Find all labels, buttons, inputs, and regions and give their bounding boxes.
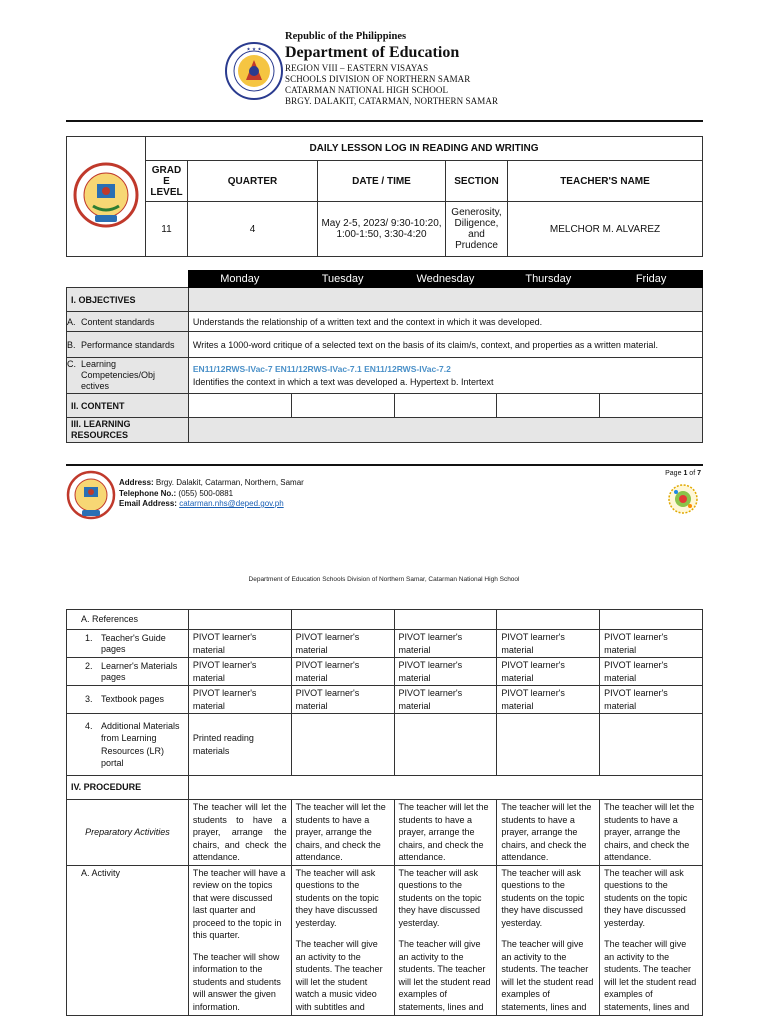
textbook-wednesday: PIVOT learner's material — [394, 686, 497, 714]
preparatory-tuesday: The teacher will let the students to have a prayer, arrange the chairs, and check the attendance. — [291, 800, 394, 866]
additional-materials-monday: Printed reading materials — [188, 714, 291, 776]
section-header: SECTION — [446, 161, 508, 202]
teacher-value: MELCHOR M. ALVAREZ — [508, 202, 703, 257]
content-standards-label: A. Content standards — [67, 312, 189, 332]
teachers-guide-thursday: PIVOT learner's material — [497, 630, 600, 658]
preparatory-friday: The teacher will let the students to have a prayer, arrange the chairs, and check the attendance. — [600, 800, 703, 866]
page2-header: Department of Education Schools Division of Northern Samar, Catarman National High School — [248, 576, 520, 583]
teachers-guide-monday: PIVOT learner's material — [188, 630, 291, 658]
deped-seal-logo — [225, 42, 283, 100]
learners-materials-friday: PIVOT learner's material — [600, 658, 703, 686]
dll-title: DAILY LESSON LOG IN READING AND WRITING — [146, 137, 703, 161]
footer-contact-info: Address: Brgy. Dalakit, Catarman, Northern, Samar Telephone No.: (055) 500-0881 Email Address: catarman.nhs@deped.gov.ph — [119, 478, 304, 508]
objectives-label: I. OBJECTIVES — [67, 288, 189, 312]
page-footer — [66, 466, 703, 526]
teachers-guide-wednesday: PIVOT learner's material — [394, 630, 497, 658]
letterhead — [0, 0, 768, 122]
section-value: Generosity, Diligence, and Prudence — [446, 202, 508, 257]
learners-materials-wednesday: PIVOT learner's material — [394, 658, 497, 686]
learning-competencies-cell — [188, 358, 702, 394]
content-standards-text: Understands the relationship of a written text and the context in which it was developed. — [188, 312, 702, 332]
activity-label: A. Activity — [67, 865, 189, 1015]
learners-materials-thursday: PIVOT learner's material — [497, 658, 600, 686]
day-friday: Friday — [600, 271, 703, 288]
division-line: SCHOOLS DIVISION OF NORTHERN SAMAR — [285, 74, 471, 84]
header-divider — [66, 120, 703, 122]
grade-level-value: 11 — [146, 202, 188, 257]
content-thursday — [497, 394, 600, 418]
weekly-plan-table-page1 — [66, 270, 703, 443]
content-friday — [600, 394, 703, 418]
procedure-label: IV. PROCEDURE — [67, 776, 189, 800]
teachers-guide-friday: PIVOT learner's material — [600, 630, 703, 658]
school-line: CATARMAN NATIONAL HIGH SCHOOL — [285, 85, 449, 95]
competency-text: Identifies the context in which a text was developed a. Hypertext b. Intertext — [192, 376, 494, 387]
learners-materials-label: 2. Learner's Materials pages — [67, 658, 189, 686]
textbook-monday: PIVOT learner's material — [188, 686, 291, 714]
preparatory-wednesday: The teacher will let the students to have a prayer, arrange the chairs, and check the attendance. — [394, 800, 497, 866]
activity-friday: The teacher will ask questions to the students on the topic they have discussed yesterday. The teacher will give an activity to the students. The teacher will let the student read examples of statements, lines and — [600, 865, 703, 1015]
performance-standards-label: B. Performance standards — [67, 332, 189, 358]
department-line: Department of Education — [285, 44, 460, 61]
school-seal-logo — [73, 162, 139, 228]
teacher-header: TEACHER'S NAME — [508, 161, 703, 202]
activity-wednesday: The teacher will ask questions to the students on the topic they have discussed yesterday. The teacher will give an activity to the students. The teacher will let the student read examples of statements, lines and — [394, 865, 497, 1015]
day-thursday: Thursday — [497, 271, 600, 288]
learning-resources-fill — [188, 418, 702, 443]
date-time-header: DATE / TIME — [318, 161, 446, 202]
teachers-guide-label: 1. Teacher's Guide pages — [67, 630, 189, 658]
preparatory-activities-label: Preparatory Activities — [67, 800, 189, 866]
content-monday — [188, 394, 291, 418]
textbook-label: 3. Textbook pages — [67, 686, 189, 714]
teachers-guide-tuesday: PIVOT learner's material — [291, 630, 394, 658]
region-line: REGION VIII – EASTERN VISAYAS — [285, 63, 429, 73]
footer-email-link[interactable]: catarman.nhs@deped.gov.ph — [179, 499, 284, 508]
day-wednesday: Wednesday — [394, 271, 497, 288]
references-label: A. References — [67, 610, 189, 630]
svg-text:★ ★ ★: ★ ★ ★ — [246, 47, 262, 53]
day-monday: Monday — [188, 271, 291, 288]
procedure-fill — [188, 776, 702, 800]
additional-materials-label: 4. Additional Materials from Learning Resources (LR) portal — [67, 714, 189, 776]
letterhead-text — [285, 30, 498, 107]
day-header-row — [67, 271, 703, 288]
date-time-value: May 2-5, 2023/ 9:30-10:20, 1:00-1:50, 3:30-4:20 — [318, 202, 446, 257]
republic-line: Republic of the Philippines — [285, 31, 407, 42]
preparatory-monday: The teacher will let the students to have a prayer, arrange the chairs, and check the attendance. — [188, 800, 291, 866]
objectives-fill — [188, 288, 702, 312]
content-wednesday — [394, 394, 497, 418]
school-logo-cell — [67, 137, 146, 257]
textbook-tuesday: PIVOT learner's material — [291, 686, 394, 714]
textbook-thursday: PIVOT learner's material — [497, 686, 600, 714]
learning-resources-label: III. LEARNING RESOURCES — [67, 418, 189, 443]
quarter-value: 4 — [188, 202, 318, 257]
activity-tuesday: The teacher will ask questions to the students on the topic they have discussed yesterday. The teacher will give an activity to the students. The teacher will let the student watch a music video with subtitles and — [291, 865, 394, 1015]
performance-standards-text: Writes a 1000-word critique of a selected text on the basis of its claim/s, context, and properties as a written material. — [188, 332, 702, 358]
textbook-friday: PIVOT learner's material — [600, 686, 703, 714]
learners-materials-tuesday: PIVOT learner's material — [291, 658, 394, 686]
page-number: Page 1 of 7 — [665, 470, 701, 477]
content-label: II. CONTENT — [67, 394, 189, 418]
learners-materials-monday: PIVOT learner's material — [188, 658, 291, 686]
learning-competencies-label: C. Learning Competencies/Obj ectives — [67, 358, 189, 394]
footer-address: Brgy. Dalakit, Catarman, Northern, Samar — [155, 478, 304, 487]
day-tuesday: Tuesday — [291, 271, 394, 288]
day-header-blank — [67, 271, 189, 288]
award-badge-icon — [667, 483, 699, 515]
weekly-plan-table-page2 — [66, 609, 703, 1016]
address-line: BRGY. DALAKIT, CATARMAN, NORTHERN SAMAR — [285, 96, 499, 106]
competency-codes: EN11/12RWS-IVac-7 EN11/12RWS-IVac-7.1 EN11/12RWS-IVac-7.2 — [192, 363, 451, 374]
footer-phone: (055) 500-0881 — [178, 488, 234, 498]
quarter-header: QUARTER — [188, 161, 318, 202]
grade-level-header: GRAD E LEVEL — [146, 161, 188, 202]
dll-header-table — [66, 136, 703, 257]
content-tuesday — [291, 394, 394, 418]
activity-monday: The teacher will have a review on the topics that were discussed last quarter and proceed to the topic in this quarter. The teacher will show information to the students and students will answer the given information. — [188, 865, 291, 1015]
activity-thursday: The teacher will ask questions to the students on the topic they have discussed yesterday. The teacher will give an activity to the students. The teacher will let the student read examples of statements, lines and — [497, 865, 600, 1015]
preparatory-thursday: The teacher will let the students to have a prayer, arrange the chairs, and check the attendance. — [497, 800, 600, 866]
footer-school-logo — [66, 470, 116, 520]
